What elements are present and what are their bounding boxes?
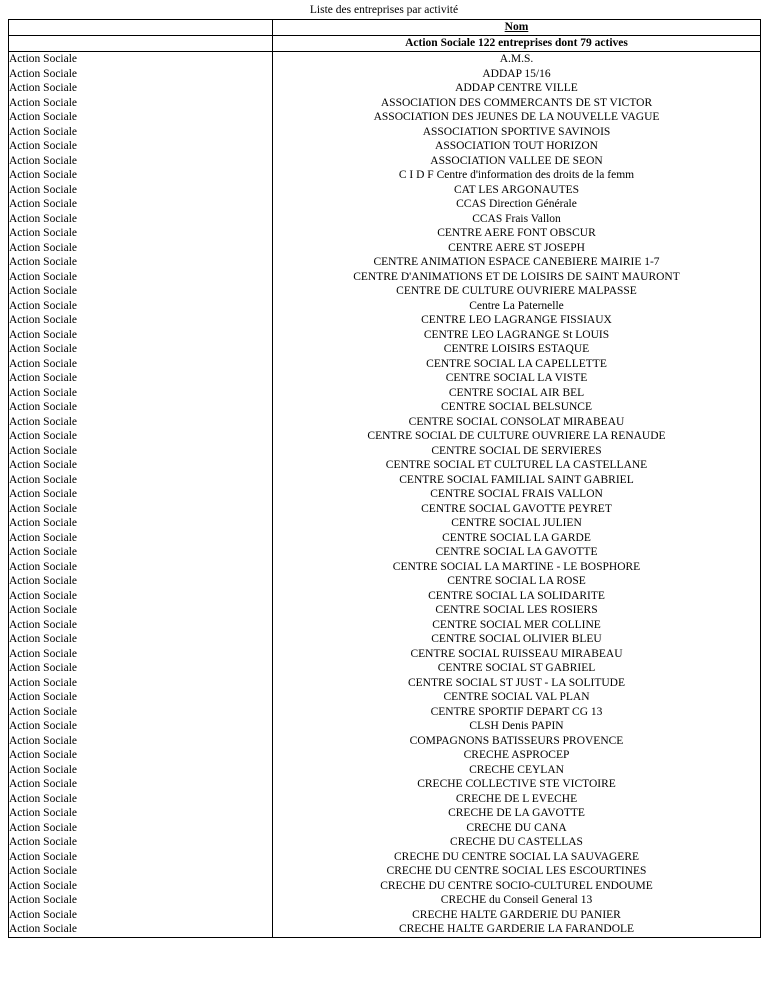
company-name-cell: CAT LES ARGONAUTES — [273, 183, 761, 198]
company-name-cell: CCAS Frais Vallon — [273, 212, 761, 227]
company-name-cell: CENTRE SOCIAL RUISSEAU MIRABEAU — [273, 647, 761, 662]
activity-cell: Action Sociale — [9, 487, 273, 502]
company-name-cell: ASSOCIATION TOUT HORIZON — [273, 139, 761, 154]
activity-cell: Action Sociale — [9, 748, 273, 763]
activity-cell: Action Sociale — [9, 661, 273, 676]
activity-cell: Action Sociale — [9, 342, 273, 357]
table-row — [9, 531, 761, 546]
table-row — [9, 879, 761, 894]
table-row — [9, 748, 761, 763]
activity-cell: Action Sociale — [9, 516, 273, 531]
company-name-cell: A.M.S. — [273, 52, 761, 67]
activity-cell: Action Sociale — [9, 299, 273, 314]
company-name-cell: CENTRE SOCIAL DE CULTURE OUVRIERE LA RENAUDE — [273, 429, 761, 444]
table-row — [9, 835, 761, 850]
activity-header — [9, 20, 273, 36]
table-row — [9, 313, 761, 328]
activity-cell: Action Sociale — [9, 415, 273, 430]
activity-cell: Action Sociale — [9, 647, 273, 662]
table-row — [9, 400, 761, 415]
table-row — [9, 647, 761, 662]
activity-cell: Action Sociale — [9, 183, 273, 198]
table-row — [9, 371, 761, 386]
table-row — [9, 458, 761, 473]
table-row — [9, 908, 761, 923]
activity-cell: Action Sociale — [9, 690, 273, 705]
table-row — [9, 777, 761, 792]
company-name-cell: CENTRE SOCIAL LA GAVOTTE — [273, 545, 761, 560]
company-name-cell: CRECHE DU CENTRE SOCIAL LES ESCOURTINES — [273, 864, 761, 879]
activity-cell: Action Sociale — [9, 676, 273, 691]
activity-cell: Action Sociale — [9, 386, 273, 401]
activity-cell: Action Sociale — [9, 125, 273, 140]
company-name-cell: CENTRE ANIMATION ESPACE CANEBIERE MAIRIE 1-7 — [273, 255, 761, 270]
activity-cell: Action Sociale — [9, 110, 273, 125]
table-body — [9, 35, 761, 937]
activity-cell: Action Sociale — [9, 429, 273, 444]
activity-cell: Action Sociale — [9, 328, 273, 343]
activity-cell: Action Sociale — [9, 792, 273, 807]
table-row — [9, 183, 761, 198]
activity-cell: Action Sociale — [9, 502, 273, 517]
nom-header — [273, 20, 761, 36]
activity-cell: Action Sociale — [9, 777, 273, 792]
activity-cell: Action Sociale — [9, 763, 273, 778]
activity-cell: Action Sociale — [9, 52, 273, 67]
table-row — [9, 705, 761, 720]
table-row — [9, 734, 761, 749]
table-row — [9, 545, 761, 560]
table-row — [9, 299, 761, 314]
activity-cell: Action Sociale — [9, 226, 273, 241]
activity-cell: Action Sociale — [9, 821, 273, 836]
company-name-cell: ASSOCIATION DES COMMERCANTS DE ST VICTOR — [273, 96, 761, 111]
company-name-cell: ASSOCIATION DES JEUNES DE LA NOUVELLE VAGUE — [273, 110, 761, 125]
activity-cell: Action Sociale — [9, 212, 273, 227]
activity-cell: Action Sociale — [9, 705, 273, 720]
table-row — [9, 52, 761, 67]
table-row — [9, 444, 761, 459]
company-name-cell: Centre La Paternelle — [273, 299, 761, 314]
company-name-cell: CRECHE HALTE GARDERIE LA FARANDOLE — [273, 922, 761, 937]
company-name-cell: CRECHE CEYLAN — [273, 763, 761, 778]
table-row — [9, 893, 761, 908]
group-row — [9, 35, 761, 52]
table-row — [9, 386, 761, 401]
table-row — [9, 110, 761, 125]
table-row — [9, 226, 761, 241]
company-name-cell: CRECHE du Conseil General 13 — [273, 893, 761, 908]
activity-cell: Action Sociale — [9, 154, 273, 169]
table-row — [9, 487, 761, 502]
company-name-cell: ADDAP 15/16 — [273, 67, 761, 82]
activity-cell: Action Sociale — [9, 81, 273, 96]
company-table — [8, 19, 761, 938]
activity-cell: Action Sociale — [9, 400, 273, 415]
company-name-cell: CENTRE SOCIAL LA GARDE — [273, 531, 761, 546]
group-title: Action Sociale 122 entreprises dont 79 actives — [273, 35, 761, 52]
company-name-cell: CRECHE DE L EVECHE — [273, 792, 761, 807]
table-row — [9, 81, 761, 96]
table-row — [9, 618, 761, 633]
company-name-cell: CENTRE SOCIAL CONSOLAT MIRABEAU — [273, 415, 761, 430]
activity-cell: Action Sociale — [9, 560, 273, 575]
company-name-cell: CENTRE SOCIAL GAVOTTE PEYRET — [273, 502, 761, 517]
company-name-cell: CENTRE SOCIAL LES ROSIERS — [273, 603, 761, 618]
table-row — [9, 154, 761, 169]
activity-cell: Action Sociale — [9, 444, 273, 459]
activity-cell: Action Sociale — [9, 879, 273, 894]
table-row — [9, 922, 761, 937]
table-row — [9, 661, 761, 676]
company-name-cell: CENTRE SOCIAL VAL PLAN — [273, 690, 761, 705]
company-name-cell: CRECHE COLLECTIVE STE VICTOIRE — [273, 777, 761, 792]
table-row — [9, 96, 761, 111]
table-row — [9, 429, 761, 444]
activity-cell: Action Sociale — [9, 618, 273, 633]
table-row — [9, 763, 761, 778]
activity-cell: Action Sociale — [9, 908, 273, 923]
company-name-cell: CENTRE SOCIAL FAMILIAL SAINT GABRIEL — [273, 473, 761, 488]
company-name-cell: CRECHE DU CANA — [273, 821, 761, 836]
table-row — [9, 473, 761, 488]
table-row — [9, 67, 761, 82]
company-name-cell: CRECHE DE LA GAVOTTE — [273, 806, 761, 821]
company-name-cell: CENTRE SOCIAL MER COLLINE — [273, 618, 761, 633]
activity-cell: Action Sociale — [9, 473, 273, 488]
company-name-cell: CLSH Denis PAPIN — [273, 719, 761, 734]
company-name-cell: CENTRE SOCIAL LA ROSE — [273, 574, 761, 589]
company-name-cell: CENTRE SOCIAL OLIVIER BLEU — [273, 632, 761, 647]
activity-cell: Action Sociale — [9, 67, 273, 82]
activity-cell: Action Sociale — [9, 835, 273, 850]
table-row — [9, 792, 761, 807]
activity-cell: Action Sociale — [9, 603, 273, 618]
company-name-cell: CENTRE SOCIAL AIR BEL — [273, 386, 761, 401]
table-header-row — [9, 20, 761, 36]
activity-cell: Action Sociale — [9, 922, 273, 937]
activity-cell: Action Sociale — [9, 734, 273, 749]
company-name-cell: CENTRE AERE FONT OBSCUR — [273, 226, 761, 241]
company-name-cell: CRECHE HALTE GARDERIE DU PANIER — [273, 908, 761, 923]
activity-cell: Action Sociale — [9, 255, 273, 270]
activity-cell: Action Sociale — [9, 719, 273, 734]
company-name-cell: CRECHE DU CASTELLAS — [273, 835, 761, 850]
table-row — [9, 255, 761, 270]
company-name-cell: CENTRE SOCIAL BELSUNCE — [273, 400, 761, 415]
table-row — [9, 197, 761, 212]
company-name-cell: CENTRE SOCIAL JULIEN — [273, 516, 761, 531]
company-name-cell: ASSOCIATION SPORTIVE SAVINOIS — [273, 125, 761, 140]
table-row — [9, 284, 761, 299]
table-row — [9, 864, 761, 879]
table-row — [9, 328, 761, 343]
activity-cell: Action Sociale — [9, 357, 273, 372]
company-name-cell: CENTRE SOCIAL LA CAPELLETTE — [273, 357, 761, 372]
activity-cell: Action Sociale — [9, 850, 273, 865]
activity-cell: Action Sociale — [9, 893, 273, 908]
table-row — [9, 821, 761, 836]
company-name-cell: CENTRE DE CULTURE OUVRIERE MALPASSE — [273, 284, 761, 299]
table-row — [9, 589, 761, 604]
company-name-cell: CENTRE SOCIAL LA SOLIDARITE — [273, 589, 761, 604]
activity-cell: Action Sociale — [9, 197, 273, 212]
table-row — [9, 690, 761, 705]
activity-cell: Action Sociale — [9, 313, 273, 328]
company-name-cell: CENTRE LOISIRS ESTAQUE — [273, 342, 761, 357]
activity-cell: Action Sociale — [9, 139, 273, 154]
table-row — [9, 270, 761, 285]
activity-cell: Action Sociale — [9, 864, 273, 879]
table-row — [9, 516, 761, 531]
nom-header-label: Nom — [504, 21, 529, 34]
table-row — [9, 502, 761, 517]
table-row — [9, 241, 761, 256]
table-row — [9, 125, 761, 140]
table-row — [9, 357, 761, 372]
table-row — [9, 560, 761, 575]
activity-cell: Action Sociale — [9, 574, 273, 589]
table-row — [9, 676, 761, 691]
page-title: Liste des entreprises par activité — [309, 4, 459, 16]
activity-cell: Action Sociale — [9, 270, 273, 285]
activity-cell: Action Sociale — [9, 589, 273, 604]
table-row — [9, 850, 761, 865]
company-name-cell: CENTRE AERE ST JOSEPH — [273, 241, 761, 256]
company-name-cell: CRECHE DU CENTRE SOCIO-CULTUREL ENDOUME — [273, 879, 761, 894]
company-name-cell: ASSOCIATION VALLEE DE SEON — [273, 154, 761, 169]
activity-cell: Action Sociale — [9, 531, 273, 546]
group-activity-cell — [9, 35, 273, 52]
company-name-cell: C I D F Centre d'information des droits de la femm — [273, 168, 761, 183]
company-name-cell: CCAS Direction Générale — [273, 197, 761, 212]
company-name-cell: CENTRE LEO LAGRANGE FISSIAUX — [273, 313, 761, 328]
activity-cell: Action Sociale — [9, 96, 273, 111]
company-name-cell: CENTRE SOCIAL LA MARTINE - LE BOSPHORE — [273, 560, 761, 575]
table-row — [9, 632, 761, 647]
activity-cell: Action Sociale — [9, 371, 273, 386]
company-name-cell: CENTRE D'ANIMATIONS ET DE LOISIRS DE SAINT MAURONT — [273, 270, 761, 285]
table-row — [9, 168, 761, 183]
company-name-cell: CENTRE SOCIAL ST JUST - LA SOLITUDE — [273, 676, 761, 691]
table-row — [9, 806, 761, 821]
activity-cell: Action Sociale — [9, 806, 273, 821]
company-name-cell: CENTRE LEO LAGRANGE St LOUIS — [273, 328, 761, 343]
company-name-cell: ADDAP CENTRE VILLE — [273, 81, 761, 96]
table-row — [9, 415, 761, 430]
company-name-cell: CENTRE SPORTIF DEPART CG 13 — [273, 705, 761, 720]
company-name-cell: COMPAGNONS BATISSEURS PROVENCE — [273, 734, 761, 749]
activity-cell: Action Sociale — [9, 168, 273, 183]
company-name-cell: CENTRE SOCIAL FRAIS VALLON — [273, 487, 761, 502]
table-row — [9, 212, 761, 227]
activity-cell: Action Sociale — [9, 284, 273, 299]
activity-cell: Action Sociale — [9, 458, 273, 473]
company-name-cell: CENTRE SOCIAL DE SERVIERES — [273, 444, 761, 459]
table-row — [9, 139, 761, 154]
activity-cell: Action Sociale — [9, 241, 273, 256]
company-name-cell: CENTRE SOCIAL ST GABRIEL — [273, 661, 761, 676]
company-name-cell: CENTRE SOCIAL LA VISTE — [273, 371, 761, 386]
table-row — [9, 719, 761, 734]
table-row — [9, 603, 761, 618]
company-name-cell: CRECHE ASPROCEP — [273, 748, 761, 763]
table-row — [9, 342, 761, 357]
activity-cell: Action Sociale — [9, 632, 273, 647]
company-name-cell: CENTRE SOCIAL ET CULTUREL LA CASTELLANE — [273, 458, 761, 473]
activity-cell: Action Sociale — [9, 545, 273, 560]
table-row — [9, 574, 761, 589]
company-name-cell: CRECHE DU CENTRE SOCIAL LA SAUVAGERE — [273, 850, 761, 865]
